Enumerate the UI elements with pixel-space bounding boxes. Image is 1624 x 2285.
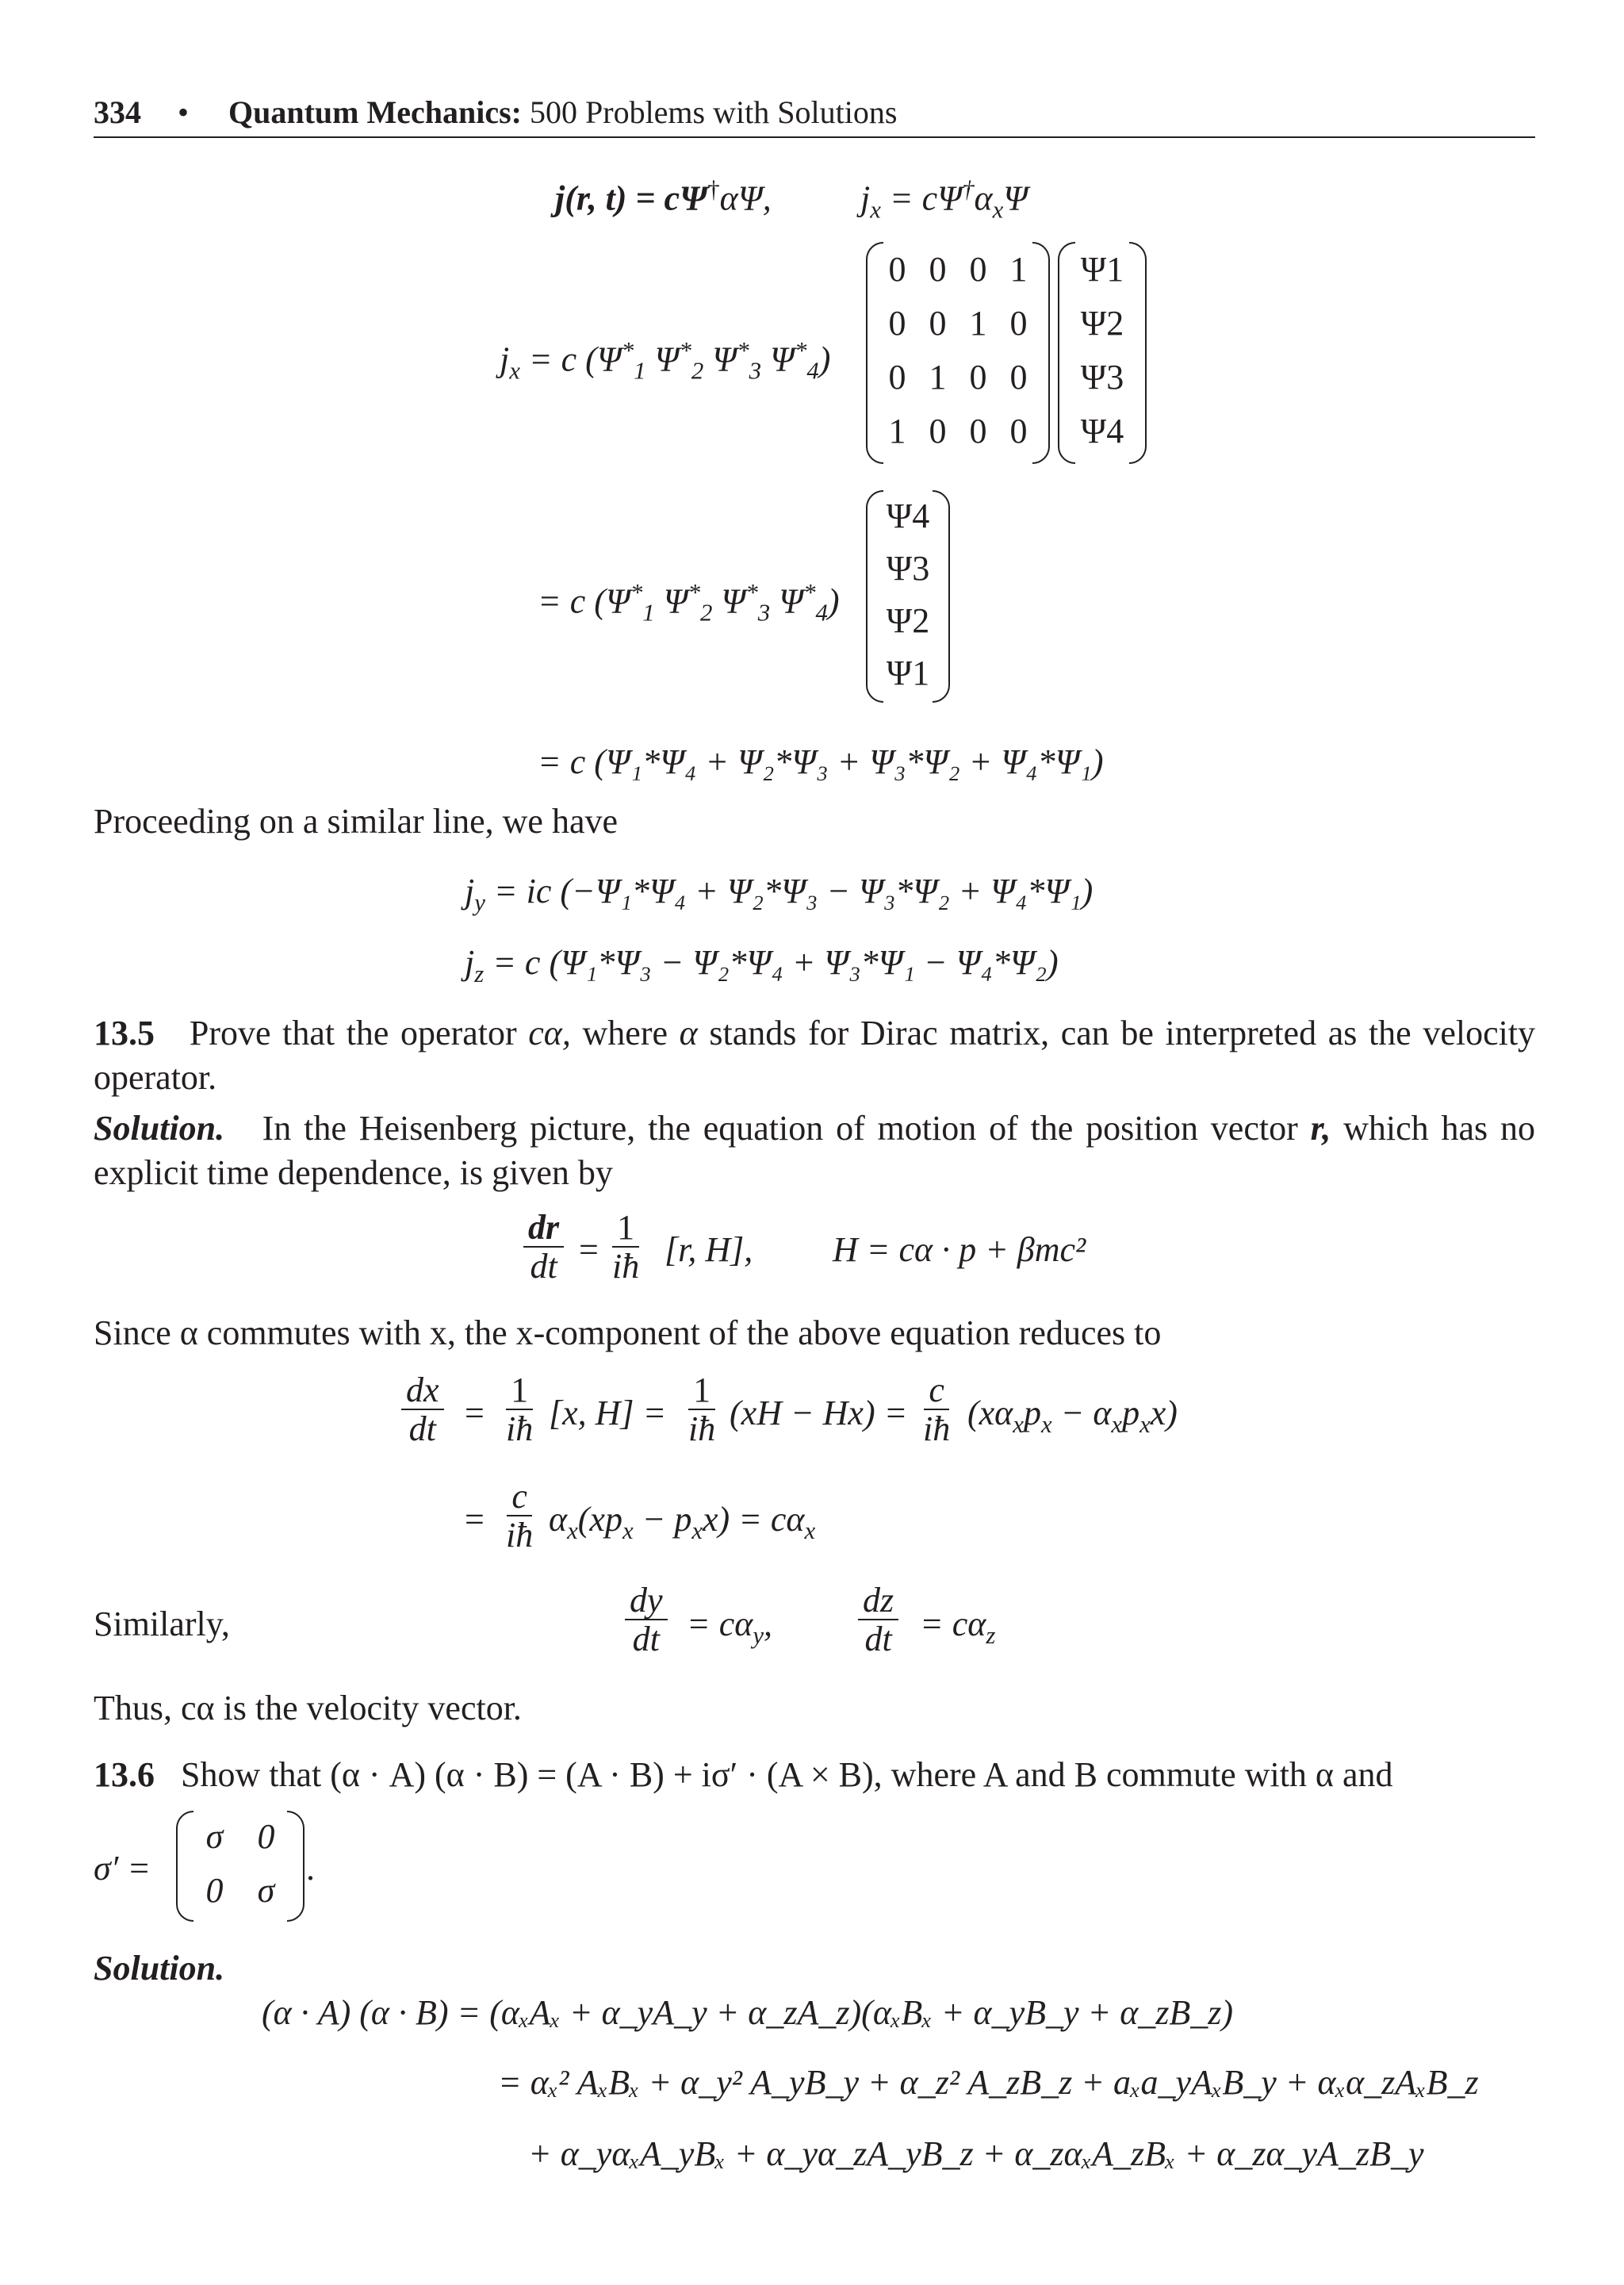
solution-13-6-line3: + α_yαₓA_yBₓ + α_yα_zA_yB_z + α_zαₓA_zBₓ + α_zα_yA_zB_y	[528, 2134, 1424, 2173]
header-bullet: •	[178, 94, 190, 130]
problem-13-5	[94, 1011, 1535, 1100]
jx-rhs: = cΨ	[889, 178, 963, 218]
expr: x) = cα	[703, 1500, 805, 1539]
matrix-cell: 0	[929, 304, 947, 343]
xH-minus-Hx: (xH − Hx) =	[730, 1394, 908, 1432]
column-cell: Ψ2	[886, 601, 930, 640]
frac-1-ihbar: $\frac{1}{iħ}$	[684, 1372, 720, 1449]
problem-13-6	[94, 1754, 1393, 1795]
matrix-cell: 0	[1009, 304, 1028, 343]
dagger: †	[707, 176, 720, 203]
column-psi	[1058, 242, 1147, 464]
denominator: iħ	[506, 1409, 534, 1449]
matrix-cell: 0	[969, 412, 987, 450]
eq-jy	[465, 871, 1093, 917]
jx-symbol: j	[860, 178, 871, 218]
eq-jz	[465, 942, 1059, 988]
numerator: dr	[523, 1210, 564, 1248]
denominator: dt	[408, 1409, 436, 1449]
page-number: 334	[94, 94, 141, 130]
c-alpha: cα,	[528, 1014, 571, 1052]
matrix-cell: 1	[969, 304, 987, 343]
expr: (xα	[967, 1394, 1013, 1432]
denominator: dt	[864, 1620, 892, 1659]
r-vector: r,	[1310, 1109, 1331, 1148]
solution-text: In the Heisenberg picture, the equation of motion of the position vector	[262, 1109, 1298, 1148]
problem-text: Prove that the operator	[189, 1014, 517, 1052]
numerator: c	[507, 1478, 532, 1516]
problem-text: Show that (α · A) (α · B) = (A · B) + iσ′ · (A × B), where A and B commute with α and	[181, 1755, 1393, 1794]
sigma-prime-label: σ′ =	[94, 1849, 151, 1888]
expr: − α	[1060, 1394, 1112, 1432]
jy-rhs: = ic (−Ψ₁*Ψ₄ + Ψ₂*Ψ₃ − Ψ₃*Ψ₂ + Ψ₄*Ψ₁)	[493, 872, 1094, 911]
column-psi-cells	[1067, 247, 1137, 454]
denominator: iħ	[506, 1516, 534, 1555]
step1-expression: $(x\alpha_xp_x - \alpha_xp_xx)$	[967, 1394, 1178, 1438]
sigma-matrix-cell: 0	[257, 1817, 275, 1856]
psi: Ψ	[1003, 178, 1028, 218]
problem-text: stands for Dirac matrix, can be interpreted as the velocity operator.	[94, 1014, 1536, 1097]
alpha-sub: x	[992, 196, 1004, 224]
commutator-r-H: [r, H],	[665, 1230, 753, 1269]
eq-current-density	[555, 176, 772, 219]
eq-current-lhs: j(r, t) = cΨ	[555, 178, 708, 218]
matrix-sigma-cells	[189, 1814, 292, 1914]
running-header	[228, 94, 897, 131]
frac-dz-dt	[858, 1582, 898, 1659]
jx-step2-prefix: = c (Ψ	[538, 581, 630, 621]
denominator: dt	[530, 1247, 557, 1286]
expr: x)	[1150, 1394, 1178, 1432]
column-cell: Ψ3	[1080, 358, 1124, 397]
matrix-cell: 0	[1009, 358, 1028, 397]
numerator: c	[924, 1372, 949, 1410]
matrix-cell: 1	[1009, 250, 1028, 289]
text-proceeding: Proceeding on a similar line, we have	[94, 802, 619, 841]
eq-dy-result: = $c\alpha_y$,	[687, 1604, 772, 1649]
problem-number: 13.6	[94, 1755, 155, 1794]
solution-13-5-intro	[94, 1106, 1535, 1195]
matrix-alpha-x-cells	[877, 247, 1039, 454]
eq-current-rhs: αΨ,	[719, 178, 772, 218]
frac-c-ihbar	[918, 1372, 955, 1449]
column-cell: Ψ4	[1080, 412, 1124, 450]
book-title: Quantum Mechanics:	[228, 94, 522, 130]
equals: =	[465, 1500, 485, 1539]
matrix-alpha-x	[866, 242, 1050, 464]
frac-c-ihbar	[501, 1478, 538, 1555]
numerator: dx	[401, 1372, 444, 1410]
sigma-matrix-cell: σ	[257, 1871, 275, 1910]
solution-text: which has no explicit time dependence, is given by	[94, 1109, 1536, 1192]
denominator: iħ	[923, 1409, 951, 1449]
solution-label: Solution.	[94, 1949, 225, 1988]
expr: p	[1023, 1394, 1041, 1432]
denominator: iħ	[612, 1247, 640, 1286]
frac-dy-dt	[625, 1582, 668, 1659]
matrix-cell: 0	[929, 250, 947, 289]
alpha: α	[974, 178, 993, 218]
sigma-matrix-cell: 0	[205, 1871, 224, 1910]
problem-number: 13.5	[94, 1014, 155, 1052]
jx-sub: x	[870, 196, 881, 224]
problem-text: where	[582, 1014, 668, 1052]
matrix-cell: 0	[888, 358, 906, 397]
matrix-sigma-prime	[176, 1811, 304, 1922]
jx-sub: x	[509, 357, 520, 385]
frac-1-ihbar	[607, 1210, 644, 1286]
jy-symbol: j	[465, 872, 475, 911]
book-subtitle: 500 Problems with Solutions	[530, 94, 898, 130]
column-cell: Ψ4	[886, 496, 930, 535]
frac-dr-dt	[523, 1210, 564, 1286]
text-similarly: Similarly,	[94, 1604, 230, 1643]
frac-1-ihbar: $\frac{1}{iħ}$	[501, 1372, 538, 1449]
equals: =	[465, 1394, 485, 1432]
jx-symbol: j	[500, 339, 510, 379]
equals: =	[579, 1230, 599, 1269]
text-thus: Thus, cα is the velocity vector.	[94, 1689, 522, 1727]
denominator: iħ	[688, 1409, 716, 1449]
sigma-matrix-cell: σ	[205, 1817, 224, 1856]
column-cell: Ψ1	[886, 654, 930, 692]
numerator: 1	[612, 1210, 639, 1248]
expr: α	[549, 1500, 568, 1539]
matrix-cell: 0	[929, 412, 947, 450]
column-psi-reversed	[866, 490, 950, 703]
expr: p	[1122, 1394, 1140, 1432]
eq-jx-lhs: $j_x = c$ ($\Psi^*_1$ $\Psi^*_2$ $\Psi^*_3$ $\Psi^*_4$)	[500, 337, 831, 385]
alpha: α	[679, 1014, 698, 1052]
numerator: dy	[625, 1582, 668, 1620]
jz-symbol: j	[465, 943, 475, 982]
expr: = cα	[920, 1604, 986, 1643]
period: .	[306, 1849, 315, 1888]
dagger: †	[962, 176, 975, 203]
eq-jx-def	[860, 176, 1028, 224]
matrix-cell: 1	[888, 412, 906, 450]
column-cell: Ψ2	[1080, 304, 1124, 343]
column-cell: Ψ1	[1080, 250, 1124, 289]
matrix-cell: 0	[969, 250, 987, 289]
eq-dz-result: = $c\alpha_z$	[920, 1604, 996, 1649]
column-psi-reversed-cells	[875, 493, 940, 696]
expr: − p	[642, 1500, 692, 1539]
solution-13-6-line1: (α · A) (α · B) = (αₓAₓ + α_yA_y + α_zA_z)(αₓBₓ + α_yB_y + α_zB_z)	[262, 1993, 1234, 2032]
solution-label: Solution.	[94, 1109, 225, 1148]
solution-13-6-line2: = αₓ² AₓBₓ + α_y² A_yB_y + α_z² A_zB_z + aₓa_yAₓB_y + αₓα_zAₓB_z	[498, 2063, 1479, 2102]
header-rule	[94, 136, 1535, 138]
numerator: dz	[858, 1582, 898, 1620]
step2-expression: $\alpha_x(xp_x - p_xx) = c\alpha_x$	[549, 1500, 816, 1544]
matrix-cell: 0	[888, 304, 906, 343]
expr: (xp	[577, 1500, 622, 1539]
jz-sub: z	[474, 960, 485, 987]
commutator-x-H: [x, H] =	[549, 1394, 667, 1432]
matrix-cell: 0	[888, 250, 906, 289]
eq-jx-step2: = c ($\Psi^*_1$ $\Psi^*_2$ $\Psi^*_3$ $\Psi^*_4$)	[538, 579, 840, 627]
text-since: Since α commutes with x, the x-component of the above equation reduces to	[94, 1313, 1162, 1352]
expr: = cα	[687, 1604, 753, 1643]
matrix-cell: 0	[1009, 412, 1028, 450]
eq-jx-result: = c (Ψ₁*Ψ₄ + Ψ₂*Ψ₃ + Ψ₃*Ψ₂ + Ψ₄*Ψ₁)	[538, 742, 1104, 781]
jx-eq: = c (Ψ	[528, 339, 622, 379]
hamiltonian: H = cα · p + βmc²	[833, 1230, 1086, 1269]
denominator: dt	[632, 1620, 660, 1659]
column-cell: Ψ3	[886, 549, 930, 588]
frac-dx-dt	[401, 1372, 444, 1449]
matrix-cell: 1	[929, 358, 947, 397]
matrix-cell: 0	[969, 358, 987, 397]
jz-rhs: = c (Ψ₁*Ψ₃ − Ψ₂*Ψ₄ + Ψ₃*Ψ₁ − Ψ₄*Ψ₂)	[492, 943, 1059, 982]
jy-sub: y	[474, 888, 485, 916]
